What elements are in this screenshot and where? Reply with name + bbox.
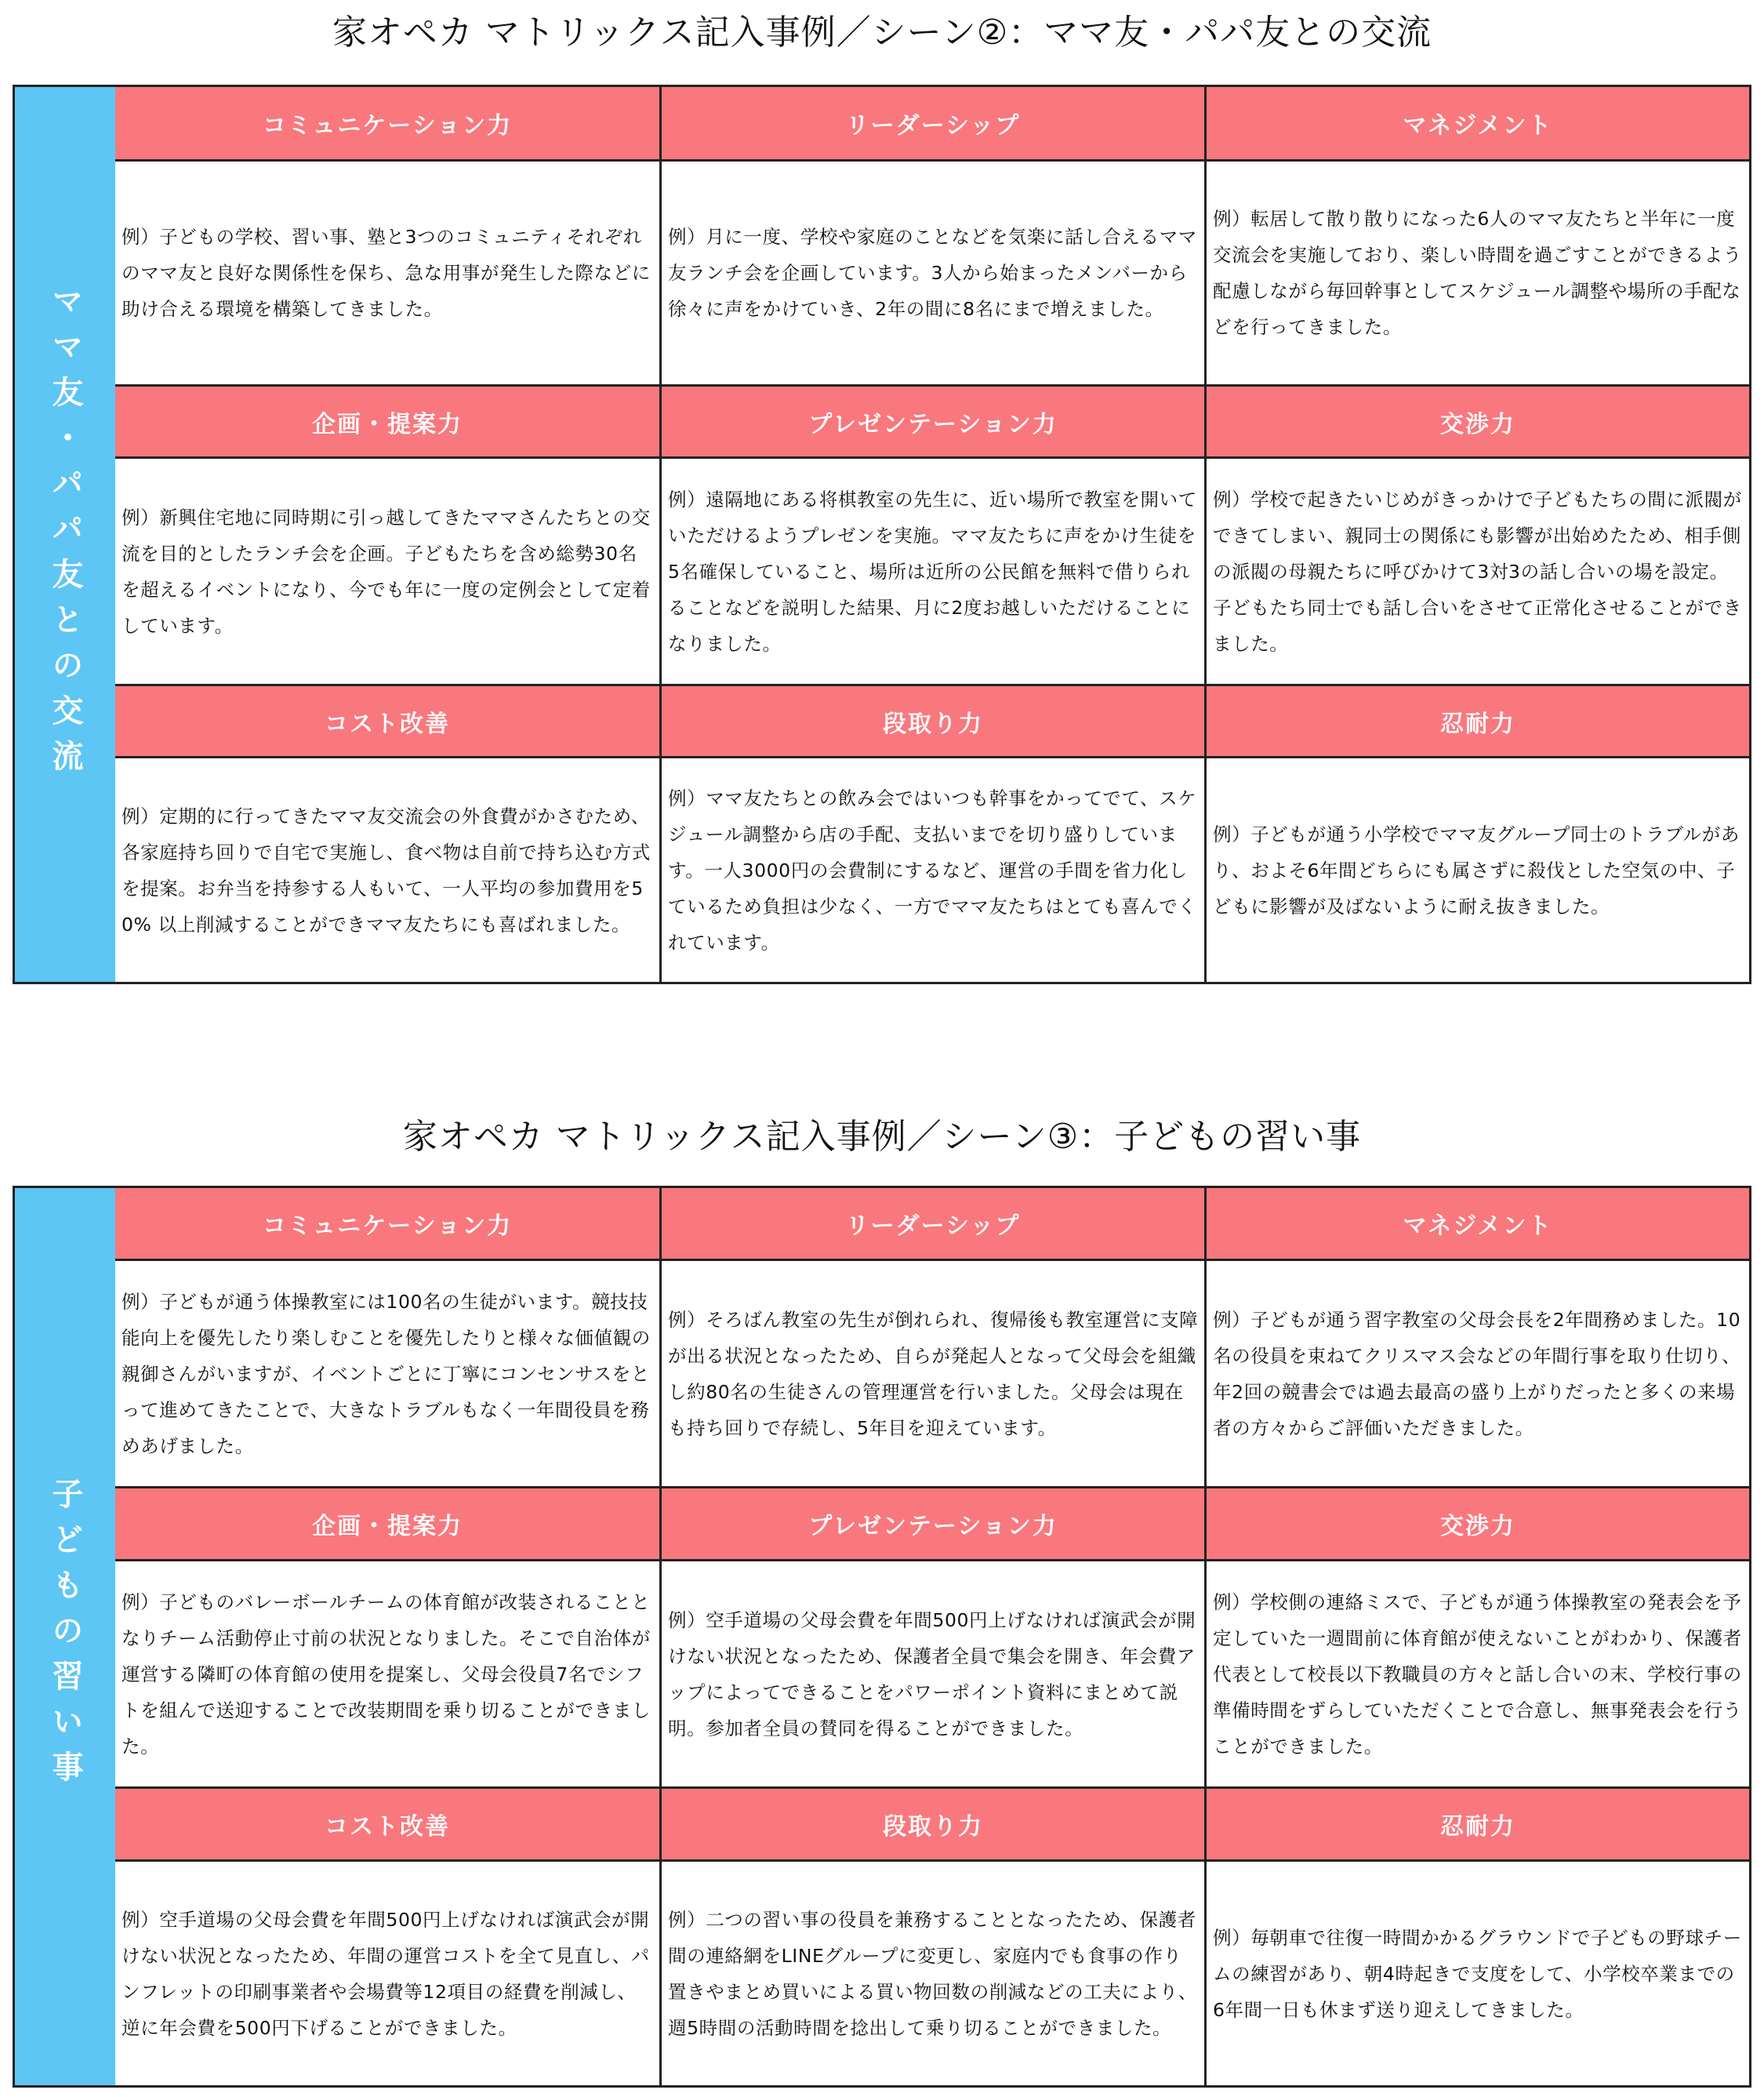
matrix-cell-heading: 段取り力 [662, 686, 1207, 758]
matrix-cell-example [115, 1261, 662, 1488]
matrix-cell-example [662, 1261, 1207, 1488]
matrix-cell-heading: 交渉力 [1207, 387, 1749, 459]
matrix-cell-example [662, 162, 1207, 387]
matrix-cell-example [115, 1561, 662, 1789]
matrix-cell-heading: 段取り力 [662, 1789, 1207, 1862]
matrix-cell-heading: リーダーシップ [662, 87, 1207, 162]
matrix-cell-example [662, 758, 1207, 982]
section-title: 家オペカ マトリックス記入事例／シーン②：ママ友・パパ友との交流 [332, 13, 1432, 53]
matrix-cell-example-text: 例）子どもが通う小学校でママ友グループ同士のトラブルがあり、およそ6年間どちらにも属さずに殺伐とした空気の中、子どもに影響が及ばないように耐え抜きました。 [1213, 823, 1740, 918]
matrix-cell-example [1207, 1862, 1749, 2085]
matrix-table [13, 1186, 1751, 2088]
matrix-cell-example [1207, 1561, 1749, 1789]
row-group-label-text: 子どもの習い事 [47, 1477, 83, 1796]
matrix-cell-example [115, 459, 662, 686]
section-title: 家オペカ マトリックス記入事例／シーン③：子どもの習い事 [402, 1117, 1362, 1157]
matrix-cell-heading: 忍耐力 [1207, 686, 1749, 758]
matrix-cell-heading: リーダーシップ [662, 1188, 1207, 1261]
matrix-cell-example-text: 例）毎朝車で往復一時間かかるグラウンドで子どもの野球チームの練習があり、朝4時起きで支度をして、小学校卒業までの6年間一日も休まず送り迎えしてきました。 [1213, 1926, 1742, 2021]
matrix-cell-example-text: 例）空手道場の父母会費を年間500円上げなければ演武会が開けない状況となったため、年間の運営コストを全て見直し、パンフレットの印刷事業者や会場費等12項目の経費を削減し、逆に年会費を500円下げることができました。 [122, 1908, 650, 2039]
matrix-cell-example [115, 162, 662, 387]
matrix-cell-heading: コスト改善 [115, 1789, 662, 1862]
matrix-cell-example-text: 例）学校で起きたいじめがきっかけで子どもたちの間に派閥ができてしまい、親同士の関係にも影響が出始めたため、相手側の派閥の母親たちに呼びかけて3対3の話し合いの場を設定。子どもたち同士でも話し合いをさせて正常化させることができました。 [1213, 488, 1742, 655]
matrix-cell-example [115, 1862, 662, 2085]
matrix-cell-heading: プレゼンテーション力 [662, 1488, 1207, 1561]
matrix-cell-example-text: 例）子どもの学校、習い事、塾と3つのコミュニティそれぞれのママ友と良好な関係性を保ち、急な用事が発生した際などに助け合える環境を構築してきました。 [122, 226, 651, 320]
matrix-cell-example [662, 1561, 1207, 1789]
matrix-cell-heading: コミュニケーション力 [115, 1188, 662, 1261]
row-group-label [15, 1188, 118, 2085]
matrix-cell-example-text: 例）ママ友たちとの飲み会ではいつも幹事をかってでて、スケジュール調整から店の手配、支払いまでを切り盛りしています。一人3000円の会費制にするなど、運営の手間を省力化しているため負担は少なく、一方でママ友たちはとても喜んでくれています。 [668, 787, 1197, 954]
matrix-cell-example [1207, 162, 1749, 387]
row-group-label-text: ママ友・パパ友との交流 [47, 284, 83, 785]
matrix-cell-example [1207, 459, 1749, 686]
matrix-cell-example [1207, 758, 1749, 982]
matrix-cell-example [662, 459, 1207, 686]
matrix-cell-heading: 忍耐力 [1207, 1789, 1749, 1862]
matrix-cell-example-text: 例）転居して散り散りになった6人のママ友たちと半年に一度交流会を実施しており、楽しい時間を過ごすことができるよう配慮しながら毎回幹事としてスケジュール調整や場所の手配などを行ってきました。 [1213, 208, 1742, 338]
matrix-cell-example [662, 1862, 1207, 2085]
matrix-cell-heading: コスト改善 [115, 686, 662, 758]
matrix-cell-example-text: 例）新興住宅地に同時期に引っ越してきたママさんたちとの交流を目的としたランチ会を企画。子どもたちを含め総勢30名を超えるイベントになり、今でも年に一度の定例会として定着しています。 [122, 506, 651, 637]
matrix-cell-example [1207, 1261, 1749, 1488]
matrix-cell-heading: プレゼンテーション力 [662, 387, 1207, 459]
matrix-cell-heading: マネジメント [1207, 1188, 1749, 1261]
matrix-cell-example-text: 例）子どもが通う習字教室の父母会長を2年間務めました。10名の役員を束ねてクリスマス会などの年間行事を取り仕切り、年2回の競書会では過去最高の盛り上がりだったと多くの来場者の方々からご評価いただきました。 [1213, 1308, 1741, 1439]
matrix-cell-example-text: 例）月に一度、学校や家庭のことなどを気楽に話し合えるママ友ランチ会を企画しています。3人から始まったメンバーから徐々に声をかけていき、2年の間に8名にまで増えました。 [668, 226, 1197, 320]
matrix-cell-example-text: 例）子どもが通う体操教室には100名の生徒がいます。競技技能向上を優先したり楽しむことを優先したりと様々な価値観の親御さんがいますが、イベントごとに丁寧にコンセンサスをとって進めてきたことで、大きなトラブルもなく一年間役員を務めあげました。 [122, 1290, 651, 1457]
row-group-label [15, 87, 118, 982]
matrix-cell-example-text: 例）二つの習い事の役員を兼務することとなったため、保護者間の連絡網をLINEグループに変更し、家庭内でも食事の作り置きやまとめ買いによる買い物回数の削減などの工夫により、週5時間の活動時間を捻出して乗り切ることができました。 [668, 1908, 1197, 2039]
matrix-cell-example [115, 758, 662, 982]
matrix-cell-example-text: 例）子どものバレーボールチームの体育館が改装されることとなりチーム活動停止寸前の状況となりました。そこで自治体が運営する隣町の体育館の使用を提案し、父母会役員7名でシフトを組んで送迎することで改装期間を乗り切ることができました。 [122, 1590, 651, 1757]
matrix-cell-heading: 交渉力 [1207, 1488, 1749, 1561]
matrix-cell-heading: 企画・提案力 [115, 1488, 662, 1561]
matrix-cell-heading: コミュニケーション力 [115, 87, 662, 162]
matrix-cell-example-text: 例）定期的に行ってきたママ友交流会の外食費がかさむため、各家庭持ち回りで自宅で実施し、食べ物は自前で持ち込む方式を提案。お弁当を持参する人もいて、一人平均の参加費用を50% 以上削減することができママ友たちにも喜ばれました。 [122, 805, 651, 936]
matrix-cell-example-text: 例）遠隔地にある将棋教室の先生に、近い場所で教室を開いていただけるようプレゼンを実施。ママ友たちに声をかけ生徒を5名確保していること、場所は近所の公民館を無料で借りられることなどを説明した結果、月に2度お越しいただけることになりました。 [668, 488, 1197, 655]
matrix-cell-heading: 企画・提案力 [115, 387, 662, 459]
matrix-cell-example-text: 例）空手道場の父母会費を年間500円上げなければ演武会が開けない状況となったため、保護者全員で集会を開き、年会費アップによってできることをパワーポイント資料にまとめて説明。参加者全員の賛同を得ることができました。 [668, 1608, 1196, 1739]
matrix-cell-example-text: 例）そろばん教室の先生が倒れられ、復帰後も教室運営に支障が出る状況となったため、自らが発起人となって父母会を組織し約80名の生徒さんの管理運営を行いました。父母会は現在も持ち回りで存続し、5年目を迎えています。 [668, 1308, 1199, 1439]
matrix-table [13, 85, 1751, 984]
matrix-cell-heading: マネジメント [1207, 87, 1749, 162]
matrix-cell-example-text: 例）学校側の連絡ミスで、子どもが通う体操教室の発表会を予定していた一週間前に体育館が使えないことがわかり、保護者代表として校長以下教職員の方々と話し合いの末、学校行事の準備時間をずらしていただくことで合意し、無事発表会を行うことができました。 [1213, 1590, 1742, 1757]
